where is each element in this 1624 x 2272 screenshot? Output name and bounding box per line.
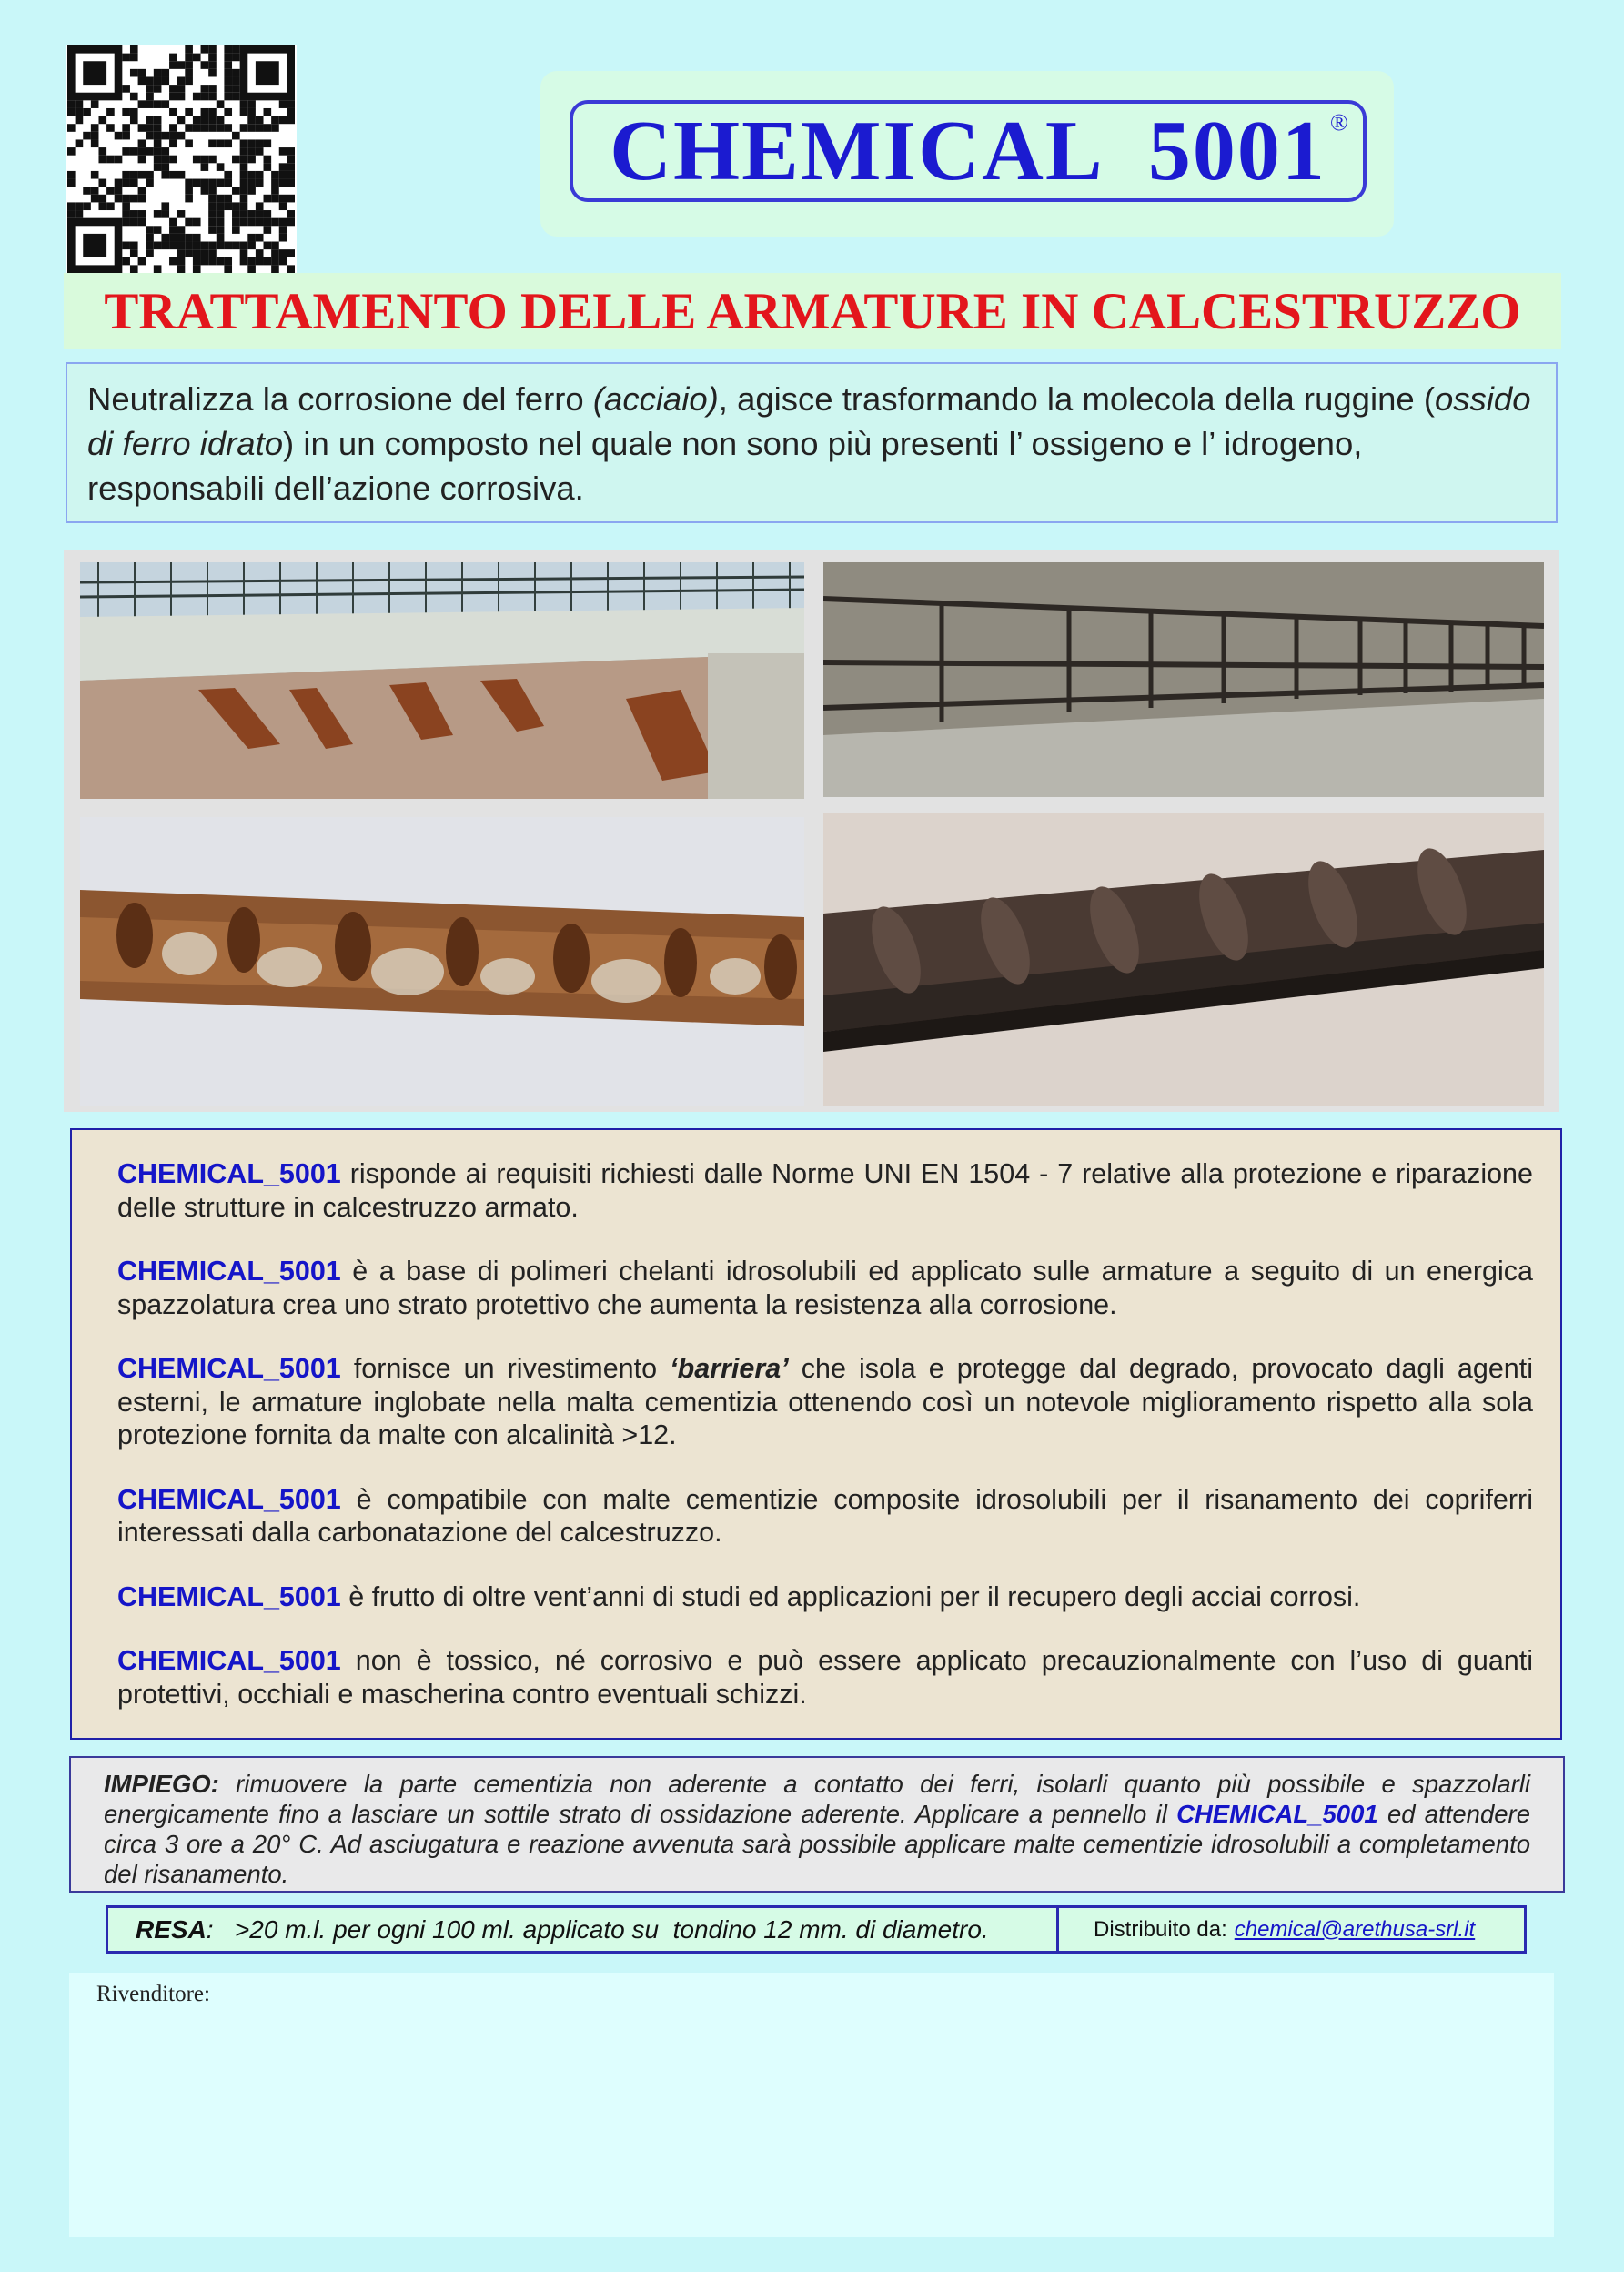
distributor-email-link[interactable]: chemical@arethusa-srl.it [1234,1916,1476,1942]
feature-paragraph [117,1352,1533,1452]
photo-corroded-beam [80,562,804,799]
feature-paragraph [117,1255,1533,1321]
features-panel [70,1128,1562,1740]
feature-text: è a base di polimeri chelanti idrosolubili ed applicato sulle armature a seguito di un energica spazzolatura crea uno strato protettivo che aumenta la resistenza alla corrosione. [117,1256,1533,1320]
feature-text: fornisce un rivestimento [340,1353,671,1384]
usage-box [69,1756,1565,1893]
yield-text: >20 m.l. per ogni 100 ml. applicato su tondino 12 mm. di diametro. [213,1914,989,1944]
feature-text: risponde ai requisiti richiesti dalle Norme UNI EN 1504 - 7 relative alla protezione e riparazione delle strutture in calcestruzzo armato. [117,1158,1533,1223]
intro-text: Neutralizza la corrosione del ferro [87,380,593,418]
yield-box [106,1905,1059,1954]
feature-paragraph [117,1644,1533,1711]
feature-emphasis: ‘barriera’ [670,1353,789,1384]
feature-paragraph [117,1580,1533,1614]
distributor-box [1059,1905,1527,1954]
qr-code [66,45,297,273]
feature-text: che isola e protegge dal degrado, provocato dagli agenti esterni, le armature inglobate nella malta cementizia ottenendo così un notevole miglioramento rispetto alla sola protezione fornita da malte con alcalinità >12. [117,1353,1533,1450]
intro-emphasis: ossido di ferro idrato [87,380,1531,462]
product-name: CHEMICAL_5001 [117,1645,341,1676]
usage-text: ed attendere circa 3 ore a 20° C. Ad asciugatura e reazione avvenuta sarà possibile applicare malte cementizie idrosolubili a completamento del risanamento. [104,1800,1530,1888]
yield-colon: : [206,1914,214,1944]
registered-mark: ® [1330,109,1348,136]
distributor-label: Distribuito da: [1094,1916,1227,1942]
intro-text: , agisce trasformando la molecola della ruggine ( [718,380,1435,418]
feature-text: è frutto di oltre vent’anni di studi ed applicazioni per il recupero degli acciai corrosi. [340,1580,1361,1612]
product-name: CHEMICAL_5001 [117,1256,341,1287]
usage-text: rimuovere la parte cementizia non aderente a contatto dei ferri, isolarli quanto più possibile e spazzolarli energicamente fino a lasciare un sottile strato di ossidazione aderente. Applicare a pennello il [104,1770,1530,1828]
yield-label: RESA [136,1914,207,1944]
feature-text: non è tossico, né corrosivo e può essere applicato precauzionalmente con l’uso di guanti protettivi, occhiali e mascherina contro eventuali schizzi. [117,1645,1533,1710]
intro-text: ) in un composto nel quale non sono più presenti l’ ossigeno e l’ idrogeno, responsabili dell’azione corrosiva. [87,425,1363,507]
photo-rusty-rebar [80,817,804,1106]
photo-exposed-rebar [823,562,1544,797]
product-name: CHEMICAL_5001 [117,1158,341,1189]
intro-box [66,362,1558,523]
intro-emphasis: (acciaio) [592,380,719,418]
product-name: CHEMICAL_5001 [117,1483,341,1515]
product-name: CHEMICAL_5001 [117,1580,341,1612]
headline: TRATTAMENTO DELLE ARMATURE IN CALCESTRUZZO [104,282,1521,340]
product-name: CHEMICAL_5001 [1176,1800,1378,1828]
usage-label: IMPIEGO: [104,1770,219,1798]
brand-title: CHEMICAL 5001 [610,104,1326,198]
feature-paragraph [117,1157,1533,1224]
photo-treated-rebar [823,813,1544,1106]
qr-code-icon [66,45,297,273]
feature-text: è compatibile con malte cementizie composite idrosolubili per il risanamento dei copriferri interessati dalla carbonatazione del calcestruzzo. [117,1483,1533,1548]
feature-paragraph [117,1483,1533,1550]
reseller-label: Rivenditore: [96,1982,210,2006]
reseller-area [69,1973,1554,2237]
product-name: CHEMICAL_5001 [117,1353,341,1384]
